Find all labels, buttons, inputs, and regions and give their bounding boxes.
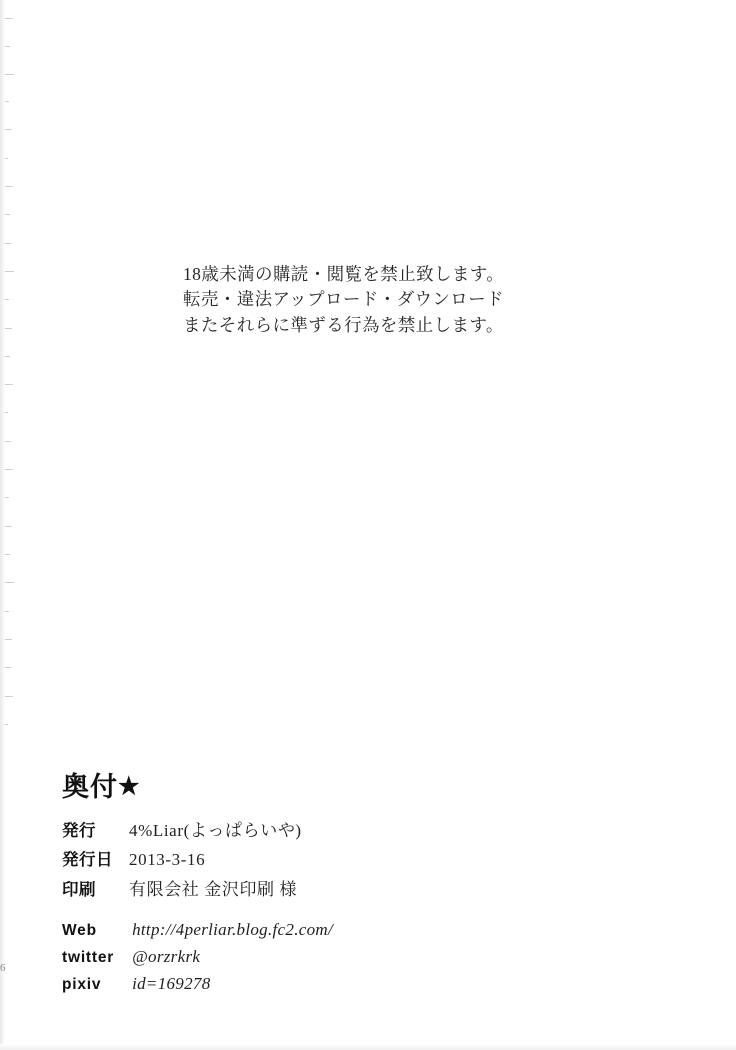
list-item <box>62 974 333 1001</box>
contact-details-table <box>62 920 333 1001</box>
list-item <box>62 947 333 974</box>
colophon-key-publish-date: 発行日 <box>62 851 113 869</box>
list-item <box>62 920 333 947</box>
contact-key-twitter: twitter <box>62 949 115 966</box>
table-row <box>62 816 302 846</box>
colophon-value-printer: 有限会社 金沢印刷 様 <box>129 880 298 899</box>
table-row <box>62 875 302 905</box>
colophon-value-publish-date: 2013-3-16 <box>129 850 206 869</box>
colophon-key-printer: 印刷 <box>62 881 96 899</box>
colophon-heading-label: 奥付 <box>62 772 118 802</box>
colophon-details-table <box>62 816 302 905</box>
colophon-heading <box>62 765 141 804</box>
contact-value-twitter[interactable]: @orzrkrk <box>132 947 201 966</box>
star-icon: ★ <box>118 773 141 800</box>
page-gutter-shadow <box>0 0 5 1050</box>
contact-value-web[interactable]: http://4perliar.blog.fc2.com/ <box>132 920 333 939</box>
notice-line-1: 18歳未満の購読・閲覧を禁止致します。 <box>183 264 505 284</box>
contact-value-pixiv[interactable]: id=169278 <box>132 974 211 993</box>
colophon-key-publisher: 発行 <box>62 822 96 840</box>
table-row <box>62 846 302 875</box>
contact-key-pixiv: pixiv <box>62 976 102 993</box>
notice-line-3: またそれらに準ずる行為を禁止します。 <box>183 314 504 335</box>
page-number: 6 <box>0 962 6 974</box>
age-restriction-notice <box>183 262 603 338</box>
page-bottom-shadow <box>0 1044 736 1050</box>
colophon-value-publisher: 4%Liar(よっぱらいや) <box>129 821 302 840</box>
notice-line-2: 転売・違法アップロード・ダウンロード <box>183 289 504 310</box>
contact-key-web: Web <box>62 922 97 939</box>
